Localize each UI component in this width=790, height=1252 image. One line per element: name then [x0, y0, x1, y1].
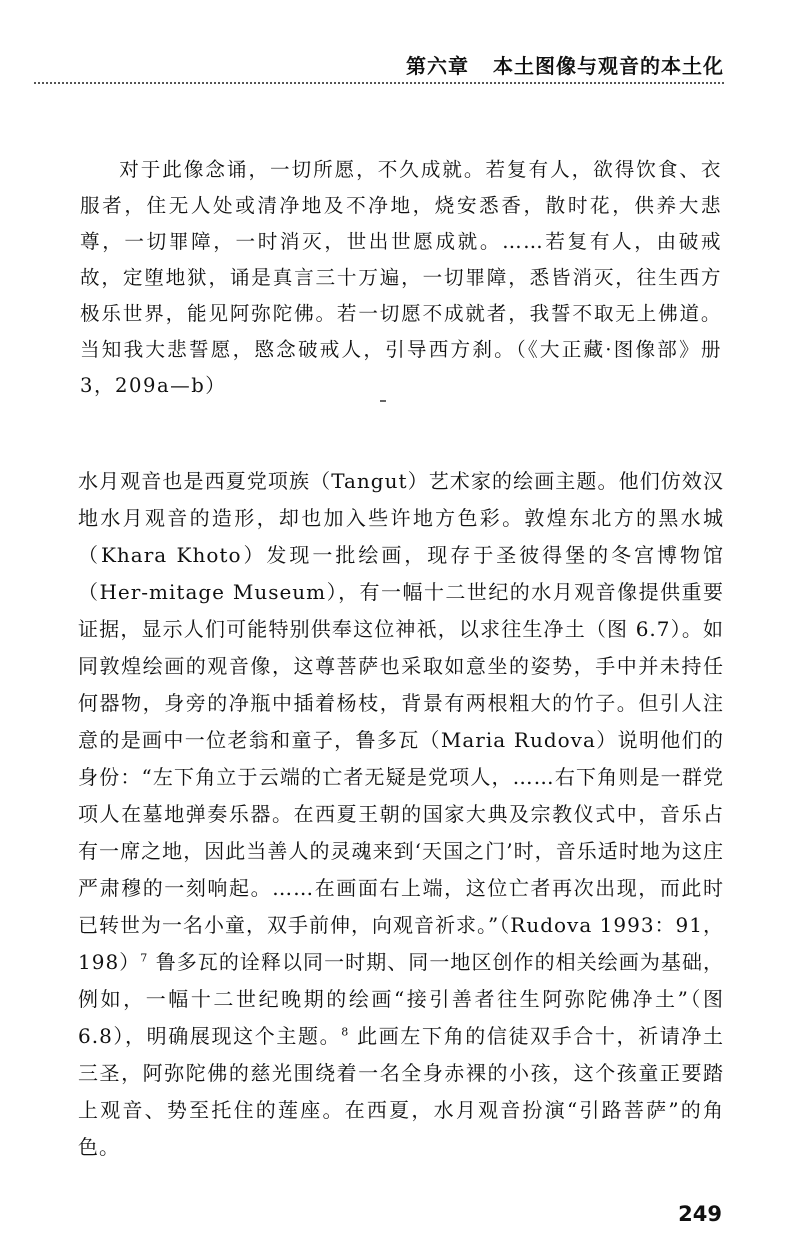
footnote-marker-7: 7 — [140, 951, 149, 965]
body-text — [78, 463, 724, 1166]
body-text-part-2: 鲁多瓦的诠释以同一时期、同一地区创作的相关绘画为基础，例如，一幅十二世纪晚期的绘画“接引善者往生阿弥陀佛净土”（图 6.8），明确展现这个主题。 — [78, 950, 724, 1048]
quotation-paragraph: 对于此像念诵，一切所愿，不久成就。若复有人，欲得饮食、衣服者，住无人处或清净地及不净地，烧安悉香，散时花，供养大悲尊，一切罪障，一时消灭，世出世愿成就。……若复有人，由破戒故，定堕地狱，诵是真言三十万遍，一切罪障，悉皆消灭，往生西方极乐世界，能见阿弥陀佛。若一切愿不成就者，我誓不取无上佛道。当知我大悲誓愿，愍念破戒人，引导西方刹。（《大正藏·图像部》册 3，209a—b） — [80, 158, 722, 397]
footnote-marker-8: 8 — [341, 1025, 350, 1039]
running-header — [0, 50, 724, 79]
header-dotted-rule — [34, 82, 724, 84]
chapter-label: 第六章 — [406, 54, 469, 78]
body-paragraph — [78, 463, 724, 1166]
page-number: 249 — [678, 1202, 722, 1226]
chapter-title: 本土图像与观音的本土化 — [493, 54, 724, 78]
body-text-part-1: 水月观音也是西夏党项族（Tangut）艺术家的绘画主题。他们仿效汉地水月观音的造形，却也加入些许地方色彩。敦煌东北方的黑水城（Khara Khoto）发现一批绘画，现存于圣彼得堡的冬宫博物馆（Her-mitage Museum），有一幅十二世纪的水月观音像提供重要证据，显示人们可能特别供奉这位神祇，以求往生净土（图 6.7）。如同敦煌绘画的观音像，这尊菩萨也采取如意坐的姿势，手中并未持任何器物，身旁的净瓶中插着杨枝，背景有两根粗大的竹子。但引人注意的是画中一位老翁和童子，鲁多瓦（Maria Rudova）说明他们的身份：“左下角立于云端的亡者无疑是党项人，……右下角则是一群党项人在墓地弹奏乐器。在西夏王朝的国家大典及宗教仪式中，音乐占有一席之地，因此当善人的灵魂来到‘天国之门’时，音乐适时地为这庄严肃穆的一刻响起。……在画面右上端，这位亡者再次出现，而此时已转世为一名小童，双手前伸，向观音祈求。”（Rudova 1993：91，198） — [78, 469, 724, 974]
body-text-part-3: 此画左下角的信徒双手合十，祈请净土三圣，阿弥陀佛的慈光围绕着一名全身赤裸的小孩，这个孩童正要踏上观音、势至托住的莲座。在西夏，水月观音扮演“引路菩萨”的角色。 — [78, 1024, 724, 1159]
scan-speck — [380, 400, 386, 402]
scripture-quotation — [80, 152, 722, 404]
